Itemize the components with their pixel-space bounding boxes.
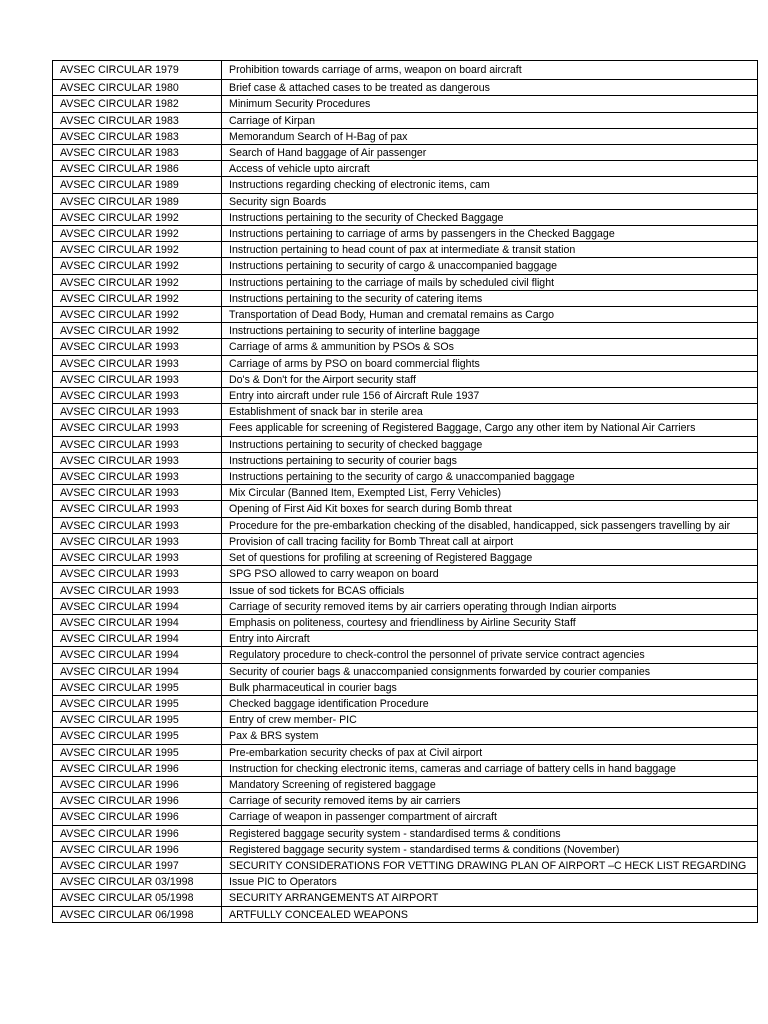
circular-reference: AVSEC CIRCULAR 03/1998 — [53, 874, 222, 890]
circular-reference: AVSEC CIRCULAR 1993 — [53, 371, 222, 387]
circular-subject: Establishment of snack bar in sterile area — [222, 404, 758, 420]
circular-reference: AVSEC CIRCULAR 1994 — [53, 647, 222, 663]
circular-reference: AVSEC CIRCULAR 1993 — [53, 452, 222, 468]
circular-subject: Instructions pertaining to carriage of arms by passengers in the Checked Baggage — [222, 226, 758, 242]
table-row — [53, 890, 758, 906]
circular-subject: Transportation of Dead Body, Human and crematal remains as Cargo — [222, 307, 758, 323]
circular-reference: AVSEC CIRCULAR 1996 — [53, 776, 222, 792]
circular-reference: AVSEC CIRCULAR 1996 — [53, 793, 222, 809]
circular-reference: AVSEC CIRCULAR 1995 — [53, 695, 222, 711]
table-row — [53, 209, 758, 225]
table-row — [53, 533, 758, 549]
circular-reference: AVSEC CIRCULAR 1983 — [53, 128, 222, 144]
circular-reference: AVSEC CIRCULAR 1993 — [53, 436, 222, 452]
table-row — [53, 695, 758, 711]
circular-subject: SECURITY ARRANGEMENTS AT AIRPORT — [222, 890, 758, 906]
circular-reference: AVSEC CIRCULAR 1992 — [53, 290, 222, 306]
table-row — [53, 323, 758, 339]
circular-reference: AVSEC CIRCULAR 1993 — [53, 355, 222, 371]
table-row — [53, 598, 758, 614]
circular-subject: Instructions pertaining to the security of cargo & unaccompanied baggage — [222, 469, 758, 485]
table-row — [53, 355, 758, 371]
circular-subject: SECURITY CONSIDERATIONS FOR VETTING DRAWING PLAN OF AIRPORT –C HECK LIST REGARDING — [222, 857, 758, 873]
circular-subject: Minimum Security Procedures — [222, 96, 758, 112]
table-row — [53, 452, 758, 468]
circular-subject: SPG PSO allowed to carry weapon on board — [222, 566, 758, 582]
table-row — [53, 517, 758, 533]
circular-reference: AVSEC CIRCULAR 1992 — [53, 209, 222, 225]
circular-subject: Memorandum Search of H-Bag of pax — [222, 128, 758, 144]
circular-reference: AVSEC CIRCULAR 1993 — [53, 388, 222, 404]
table-row — [53, 874, 758, 890]
circular-subject: Issue PIC to Operators — [222, 874, 758, 890]
table-row — [53, 420, 758, 436]
circular-reference: AVSEC CIRCULAR 1994 — [53, 614, 222, 630]
table-row — [53, 485, 758, 501]
circular-subject: Instruction pertaining to head count of pax at intermediate & transit station — [222, 242, 758, 258]
circular-subject: Instructions pertaining to security of courier bags — [222, 452, 758, 468]
circular-subject: Provision of call tracing facility for Bomb Threat call at airport — [222, 533, 758, 549]
circular-subject: Prohibition towards carriage of arms, weapon on board aircraft — [222, 61, 758, 80]
circular-subject: Mandatory Screening of registered baggage — [222, 776, 758, 792]
circular-subject: Instructions regarding checking of electronic items, cam — [222, 177, 758, 193]
circular-subject: Carriage of arms & ammunition by PSOs & SOs — [222, 339, 758, 355]
circular-subject: Instructions pertaining to the carriage of mails by scheduled civil flight — [222, 274, 758, 290]
circular-reference: AVSEC CIRCULAR 1993 — [53, 469, 222, 485]
circular-subject: Procedure for the pre-embarkation checking of the disabled, handicapped, sick passengers travelling by air — [222, 517, 758, 533]
table-row — [53, 793, 758, 809]
circular-table-body — [53, 61, 758, 923]
circular-subject: Security of courier bags & unaccompanied consignments forwarded by courier companies — [222, 663, 758, 679]
circular-subject: Entry into aircraft under rule 156 of Aircraft Rule 1937 — [222, 388, 758, 404]
circular-reference: AVSEC CIRCULAR 05/1998 — [53, 890, 222, 906]
circular-subject: Set of questions for profiling at screening of Registered Baggage — [222, 550, 758, 566]
circular-reference: AVSEC CIRCULAR 1996 — [53, 825, 222, 841]
table-row — [53, 161, 758, 177]
table-row — [53, 371, 758, 387]
table-row — [53, 274, 758, 290]
table-row — [53, 776, 758, 792]
circular-reference: AVSEC CIRCULAR 1993 — [53, 420, 222, 436]
circular-reference: AVSEC CIRCULAR 1983 — [53, 112, 222, 128]
circular-reference: AVSEC CIRCULAR 1992 — [53, 226, 222, 242]
circular-reference: AVSEC CIRCULAR 1994 — [53, 631, 222, 647]
table-row — [53, 857, 758, 873]
table-row — [53, 663, 758, 679]
circular-reference: AVSEC CIRCULAR 1989 — [53, 177, 222, 193]
circular-reference: AVSEC CIRCULAR 1979 — [53, 61, 222, 80]
table-row — [53, 744, 758, 760]
circular-subject: Fees applicable for screening of Registered Baggage, Cargo any other item by National Air Carriers — [222, 420, 758, 436]
circular-subject: Regulatory procedure to check-control the personnel of private service contract agencies — [222, 647, 758, 663]
table-row — [53, 258, 758, 274]
circular-subject: ARTFULLY CONCEALED WEAPONS — [222, 906, 758, 922]
table-row — [53, 112, 758, 128]
table-row — [53, 712, 758, 728]
circular-subject: Carriage of security removed items by air carriers operating through Indian airports — [222, 598, 758, 614]
circular-subject: Instructions pertaining to security of checked baggage — [222, 436, 758, 452]
table-row — [53, 809, 758, 825]
circular-reference: AVSEC CIRCULAR 1986 — [53, 161, 222, 177]
circular-table — [52, 60, 758, 923]
circular-subject: Carriage of security removed items by air carriers — [222, 793, 758, 809]
table-row — [53, 193, 758, 209]
circular-reference: AVSEC CIRCULAR 1995 — [53, 744, 222, 760]
circular-subject: Opening of First Aid Kit boxes for search during Bomb threat — [222, 501, 758, 517]
circular-subject: Brief case & attached cases to be treated as dangerous — [222, 80, 758, 96]
table-row — [53, 728, 758, 744]
table-row — [53, 177, 758, 193]
table-row — [53, 96, 758, 112]
circular-reference: AVSEC CIRCULAR 1996 — [53, 841, 222, 857]
circular-subject: Pax & BRS system — [222, 728, 758, 744]
circular-reference: AVSEC CIRCULAR 1993 — [53, 501, 222, 517]
table-row — [53, 566, 758, 582]
circular-reference: AVSEC CIRCULAR 1995 — [53, 679, 222, 695]
circular-reference: AVSEC CIRCULAR 1993 — [53, 566, 222, 582]
circular-reference: AVSEC CIRCULAR 1989 — [53, 193, 222, 209]
circular-subject: Carriage of weapon in passenger compartment of aircraft — [222, 809, 758, 825]
circular-reference: AVSEC CIRCULAR 1993 — [53, 485, 222, 501]
table-row — [53, 679, 758, 695]
circular-subject: Carriage of Kirpan — [222, 112, 758, 128]
circular-subject: Instructions pertaining to the security of Checked Baggage — [222, 209, 758, 225]
circular-subject: Mix Circular (Banned Item, Exempted List, Ferry Vehicles) — [222, 485, 758, 501]
circular-reference: AVSEC CIRCULAR 1980 — [53, 80, 222, 96]
table-row — [53, 760, 758, 776]
circular-subject: Instructions pertaining to security of interline baggage — [222, 323, 758, 339]
circular-subject: Instructions pertaining to the security of catering items — [222, 290, 758, 306]
table-row — [53, 647, 758, 663]
circular-subject: Checked baggage identification Procedure — [222, 695, 758, 711]
circular-subject: Bulk pharmaceutical in courier bags — [222, 679, 758, 695]
circular-subject: Security sign Boards — [222, 193, 758, 209]
table-row — [53, 404, 758, 420]
table-row — [53, 906, 758, 922]
table-row — [53, 614, 758, 630]
circular-reference: AVSEC CIRCULAR 1993 — [53, 550, 222, 566]
circular-reference: AVSEC CIRCULAR 1993 — [53, 404, 222, 420]
table-row — [53, 307, 758, 323]
circular-reference: AVSEC CIRCULAR 1992 — [53, 242, 222, 258]
circular-reference: AVSEC CIRCULAR 06/1998 — [53, 906, 222, 922]
circular-reference: AVSEC CIRCULAR 1995 — [53, 728, 222, 744]
circular-subject: Instruction for checking electronic items, cameras and carriage of battery cells in hand baggage — [222, 760, 758, 776]
circular-reference: AVSEC CIRCULAR 1994 — [53, 598, 222, 614]
table-row — [53, 501, 758, 517]
circular-reference: AVSEC CIRCULAR 1993 — [53, 517, 222, 533]
circular-subject: Access of vehicle upto aircraft — [222, 161, 758, 177]
circular-subject: Emphasis on politeness, courtesy and friendliness by Airline Security Staff — [222, 614, 758, 630]
table-row — [53, 469, 758, 485]
table-row — [53, 825, 758, 841]
circular-reference: AVSEC CIRCULAR 1997 — [53, 857, 222, 873]
table-row — [53, 226, 758, 242]
table-row — [53, 128, 758, 144]
table-row — [53, 631, 758, 647]
circular-reference: AVSEC CIRCULAR 1994 — [53, 663, 222, 679]
circular-subject: Instructions pertaining to security of cargo & unaccompanied baggage — [222, 258, 758, 274]
circular-reference: AVSEC CIRCULAR 1983 — [53, 145, 222, 161]
table-row — [53, 841, 758, 857]
circular-subject: Issue of sod tickets for BCAS officials — [222, 582, 758, 598]
table-row — [53, 61, 758, 80]
circular-reference: AVSEC CIRCULAR 1996 — [53, 809, 222, 825]
circular-reference: AVSEC CIRCULAR 1996 — [53, 760, 222, 776]
circular-reference: AVSEC CIRCULAR 1992 — [53, 274, 222, 290]
table-row — [53, 436, 758, 452]
table-row — [53, 290, 758, 306]
circular-subject: Carriage of arms by PSO on board commercial flights — [222, 355, 758, 371]
table-row — [53, 145, 758, 161]
circular-reference: AVSEC CIRCULAR 1992 — [53, 258, 222, 274]
circular-subject: Entry of crew member- PIC — [222, 712, 758, 728]
table-row — [53, 242, 758, 258]
circular-subject: Do's & Don't for the Airport security staff — [222, 371, 758, 387]
circular-reference: AVSEC CIRCULAR 1995 — [53, 712, 222, 728]
circular-reference: AVSEC CIRCULAR 1992 — [53, 323, 222, 339]
table-row — [53, 582, 758, 598]
circular-subject: Registered baggage security system - standardised terms & conditions — [222, 825, 758, 841]
circular-subject: Search of Hand baggage of Air passenger — [222, 145, 758, 161]
circular-subject: Entry into Aircraft — [222, 631, 758, 647]
circular-reference: AVSEC CIRCULAR 1982 — [53, 96, 222, 112]
circular-reference: AVSEC CIRCULAR 1993 — [53, 339, 222, 355]
table-row — [53, 339, 758, 355]
circular-reference: AVSEC CIRCULAR 1993 — [53, 582, 222, 598]
table-row — [53, 388, 758, 404]
circular-subject: Registered baggage security system - standardised terms & conditions (November) — [222, 841, 758, 857]
table-row — [53, 550, 758, 566]
circular-subject: Pre-embarkation security checks of pax at Civil airport — [222, 744, 758, 760]
circular-reference: AVSEC CIRCULAR 1993 — [53, 533, 222, 549]
circular-reference: AVSEC CIRCULAR 1992 — [53, 307, 222, 323]
circular-list-sheet — [52, 60, 757, 923]
table-row — [53, 80, 758, 96]
